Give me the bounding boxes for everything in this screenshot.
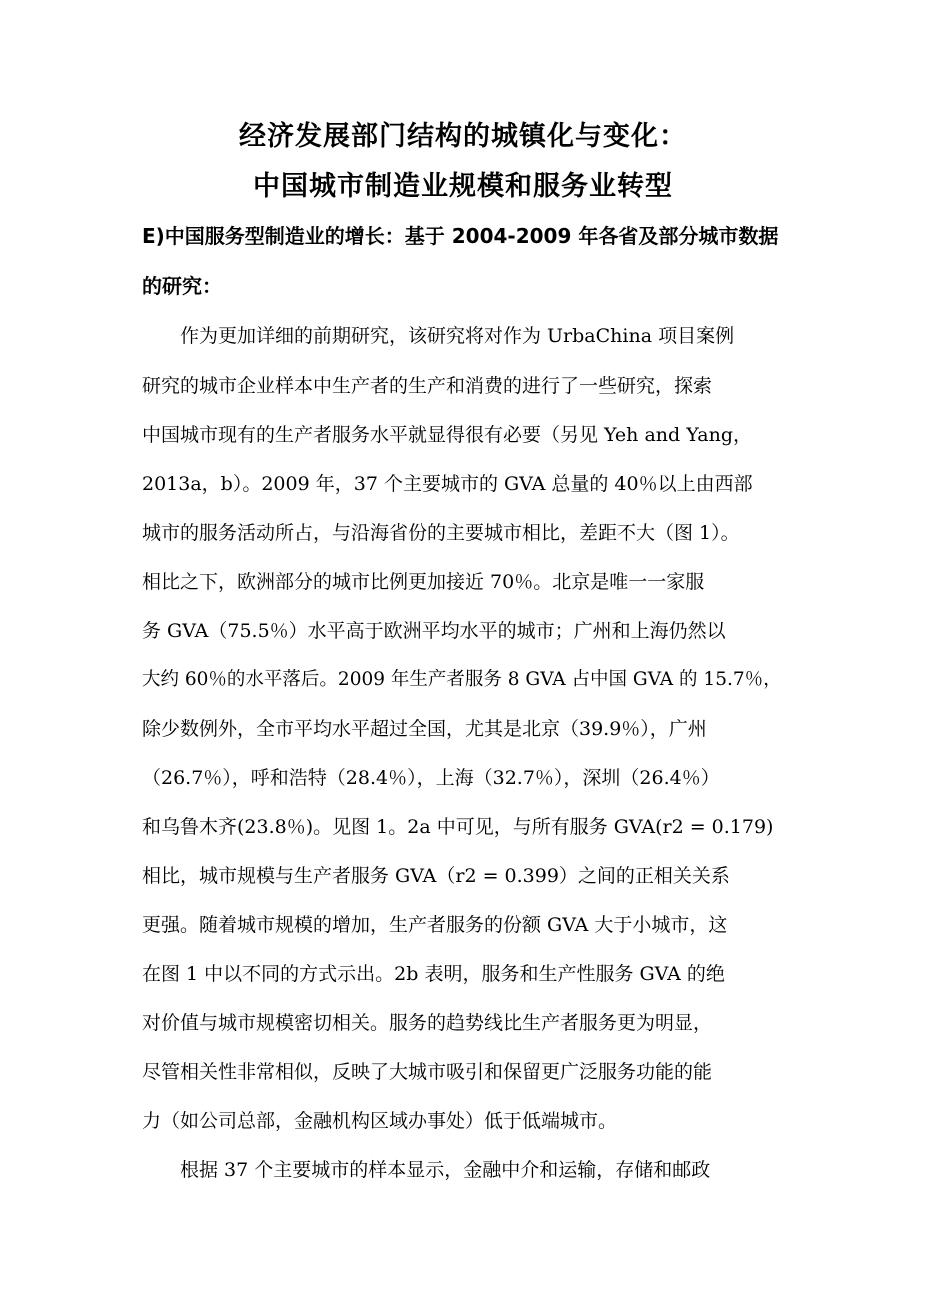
body-line: 作为更加详细的前期研究，该研究将对作为 UrbaChina 项目案例 [142,325,735,347]
body-line: 相比，城市规模与生产者服务 GVA（r2 = 0.399）之间的正相关关系 [142,865,730,887]
section-heading-line-1: E)中国服务型制造业的增长：基于 2004-2009 年各省及部分城市数据 [142,224,779,248]
body-line: 中国城市现有的生产者服务水平就显得很有必要（另见 Yeh and Yang， [142,424,753,446]
body-line: 在图 1 中以不同的方式示出。2b 表明，服务和生产性服务 GVA 的绝 [142,963,725,985]
body-line: 力（如公司总部，金融机构区域办事处）低于低端城市。 [142,1110,618,1132]
body-line: 城市的服务活动所占，与沿海省份的主要城市相比，差距不大（图 1）。 [142,522,740,544]
body-line: 更强。随着城市规模的增加，生产者服务的份额 GVA 大于小城市，这 [142,914,728,936]
body-line: （26.7％），呼和浩特（28.4％），上海（32.7％），深圳（26.4％） [142,767,720,789]
body-line: 相比之下，欧洲部分的城市比例更加接近 70％。北京是唯一一家服 [142,571,705,593]
body-line: 2013a，b）。2009 年，37 个主要城市的 GVA 总量的 40％以上由西部 [142,473,753,495]
body-line: 大约 60％的水平落后。2009 年生产者服务 8 GVA 占中国 GVA 的 15.7％， [142,669,782,690]
body-line: 务 GVA（75.5％）水平高于欧洲平均水平的城市；广州和上海仍然以 [142,620,726,642]
body-line: 研究的城市企业样本中生产者的生产和消费的进行了一些研究，探索 [142,375,713,397]
document-title-line-1: 经济发展部门结构的城镇化与变化： [239,121,687,152]
body-line: 除少数例外，全市平均水平超过全国，尤其是北京（39.9％），广州 [142,718,707,740]
section-heading-line-2: 的研究： [142,274,222,298]
body-line: 对价值与城市规模密切相关。服务的趋势线比生产者服务更为明显， [142,1012,713,1034]
document-title-line-2: 中国城市制造业规模和服务业转型 [253,171,673,202]
body-line: 根据 37 个主要城市的样本显示，金融中介和运输，存储和邮政 [142,1159,711,1181]
body-line: 和乌鲁木齐(23.8％)。见图 1。2a 中可见，与所有服务 GVA(r2 = 0.179) [142,816,774,838]
body-line: 尽管相关性非常相似，反映了大城市吸引和保留更广泛服务功能的能 [142,1061,713,1083]
